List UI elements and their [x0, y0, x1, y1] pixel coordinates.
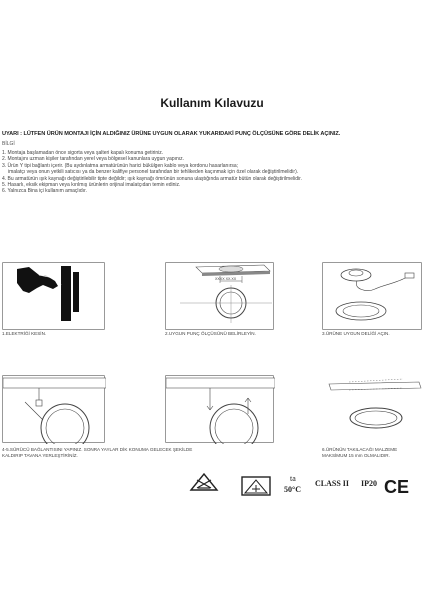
no-insulation-cover-icon — [189, 472, 219, 492]
list-item: 6. Yalnızca Bina içi kullanım amaçlıdır. — [2, 188, 87, 195]
mounting-diagram-a — [3, 376, 106, 444]
step-45-caption-line-1: 4-5.SÜRÜCÜ BAĞLANTISINI YAPINIZ. SONRA YAYLAR DİK KONUMA GELECEK ŞEKİLDE — [2, 447, 193, 452]
step-3-panel — [322, 262, 422, 330]
hand-switch-icon — [3, 263, 106, 331]
step-6-panel — [322, 375, 422, 443]
step-6-caption-line-2: MAKSİMUM 15 mm OLMALIDIR. — [322, 453, 390, 458]
page-title: Kullanım Kılavuzu — [160, 96, 264, 110]
class-rating: CLASS II — [315, 479, 350, 488]
list-item: 4. Bu armatürün ışık kaynağı değiştirilebilir tipte değildir; ışık kaynağı ömrünün sonuna ulaştığında armatür bütün olarak değiştirilmelidir. — [2, 175, 302, 182]
step-45-caption-line-2: KALDIRIP TAVANA YERLEŞTİRİNİZ. — [2, 453, 78, 458]
list-item: imalatçı veya onun yetkili satıcısı ya da benzer kalifiye personel tarafından bir tehlikeden kaçınmak için özel olarak değiştirilmelidir). — [8, 169, 299, 176]
list-item: 3. Ürün Y tipi bağlantı içerir. (Bu aydınlatma armatürünün harici bükülgen kablo veya kordonu hasarlanırsa; — [2, 162, 239, 169]
step-4-panel — [2, 375, 105, 443]
cutout-diagram — [166, 263, 275, 331]
step-1-caption: 1.ELEKTRİĞİ KESİN. — [2, 331, 47, 336]
insulation-mounting-icon — [241, 476, 271, 496]
downlight-diagram — [323, 263, 423, 331]
ceiling-thickness-diagram — [323, 376, 423, 444]
step-2-caption: 2.UYGUN PUNÇ ÖLÇÜSÜNÜ BELİRLEYİN. — [165, 331, 256, 336]
ce-mark: CE — [384, 477, 410, 497]
step-3-caption: 3.ÜRÜNE UYGUN DELİĞİ AÇIN. — [322, 331, 390, 336]
ta-value: 50°C — [284, 485, 301, 494]
diagram-label: XXXX XX.XX — [215, 277, 237, 281]
step-2-panel — [165, 262, 274, 330]
step-5-panel — [165, 375, 274, 443]
mounting-diagram-b — [166, 376, 275, 444]
warning-text: UYARI : LÜTFEN ÜRÜN MONTAJI İÇİN ALDIĞINIZ ÜRÜNE UYGUN OLARAK YUKARIDAKİ PUNÇ ÖLÇÜSÜNE GÖRE DELİK AÇINIZ. — [2, 131, 341, 137]
list-item: 2. Montajını uzman kişiler tarafından yerel veya bölgesel kanunlara uygun yapınız. — [2, 156, 185, 163]
ta-label: ta — [290, 474, 296, 483]
step-1-panel — [2, 262, 105, 330]
list-item: 5. Hasarlı, eksik ekipman veya kırılmış ürünlerin orijinal imalatçıdan temin ediniz. — [2, 182, 181, 189]
list-item: 1. Montaja başlamadan önce sigorta veya şalteri kapalı konuma getiriniz. — [2, 150, 164, 156]
info-label: BİLGİ — [2, 141, 15, 147]
step-6-caption-line-1: 6.ÜRÜNÜN TAKILACAĞI MALZEME — [322, 447, 398, 452]
info-list — [2, 150, 422, 195]
ip-rating: IP20 — [361, 479, 377, 488]
